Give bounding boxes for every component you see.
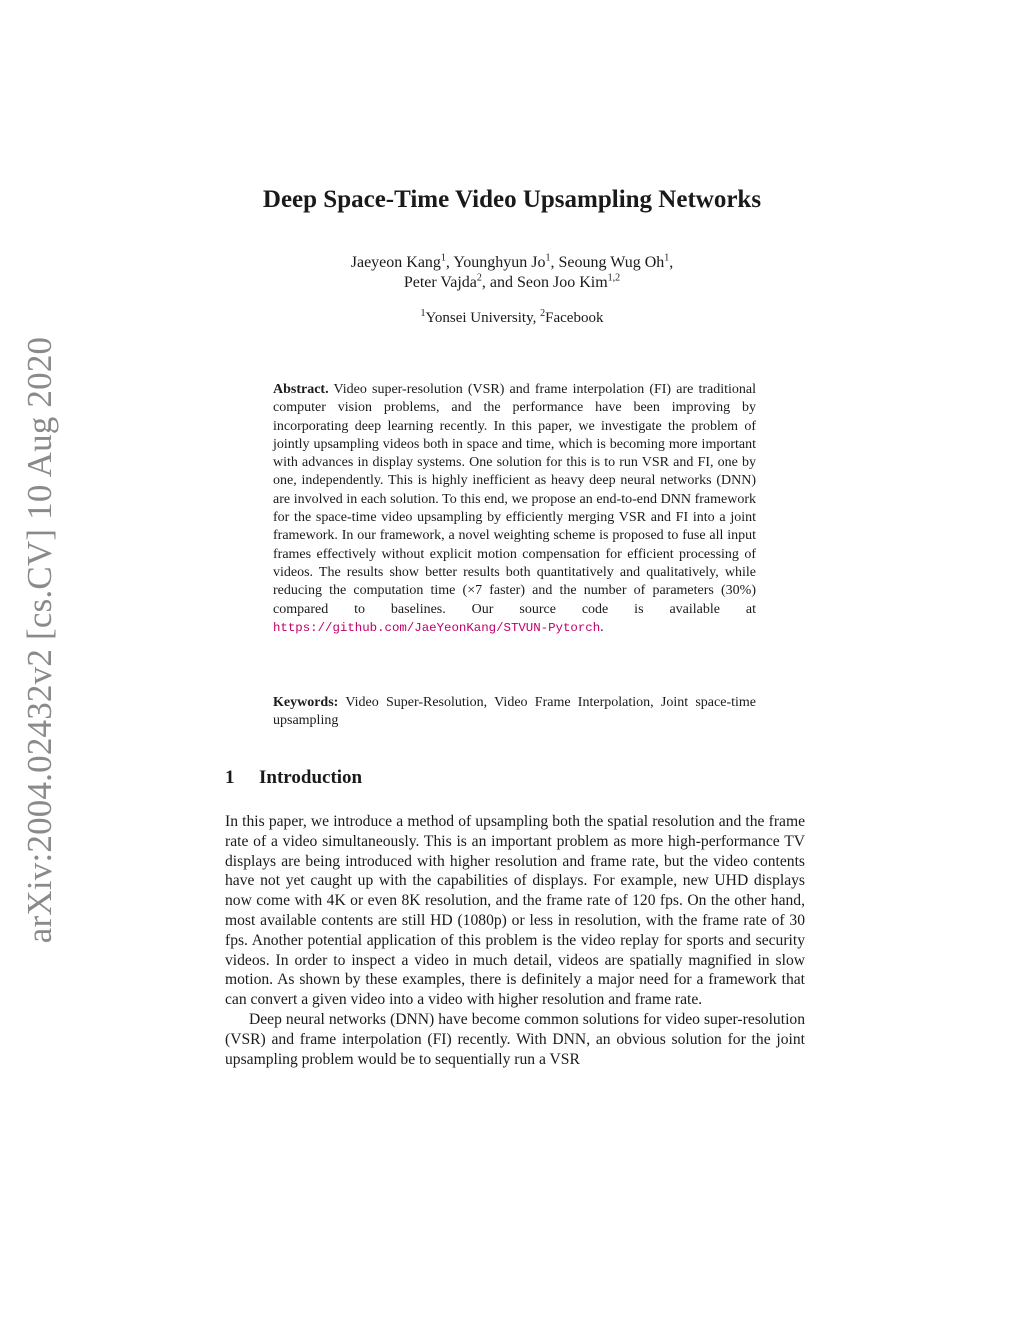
affiliation-marker: 1 xyxy=(545,252,551,264)
abstract-end: . xyxy=(600,619,604,635)
section-title: Introduction xyxy=(259,767,363,788)
author-name: Jaeyeon Kang xyxy=(350,254,441,271)
separator: , and xyxy=(481,274,517,291)
affiliations xyxy=(0,310,1024,327)
abstract xyxy=(273,381,756,637)
affiliation-name: Facebook xyxy=(545,310,604,326)
affiliation-marker: 1 xyxy=(420,308,426,319)
paper-title: Deep Space-Time Video Upsampling Networks xyxy=(262,186,762,213)
author-name: Seoung Wug Oh xyxy=(558,254,665,271)
separator: , xyxy=(669,254,674,271)
separator: , xyxy=(445,254,454,271)
author-name: Seon Joo Kim xyxy=(516,274,608,291)
paragraph: In this paper, we introduce a method of upsampling both the spatial resolution and the frame rate of a video simultaneously. This is an important problem as more high-performance TV displays are being introduced with higher resolution and frame rate, but the video contents have not yet caught up with the capabilities of displays. For example, new UHD displays now come with 4K or even 8K resolution, and the frame rate of 120 fps. On the other hand, most available contents are still HD (1080p) or less in resolution, with the frame rate of 30 fps. Another potential application of this problem is the video replay for sports and security videos. In order to inspect a video in much detail, videos are spatially magnified in slow motion. As shown by these examples, there is definitely a major need for a framework that can convert a given video into a video with higher resolution and frame rate. xyxy=(225,813,805,1009)
paragraph: Deep neural networks (DNN) have become common solutions for video super-resolution (VSR) and frame interpolation (FI) recently. With DNN, an obvious solution for the joint upsampling problem would be to sequentially run a VSR xyxy=(225,1010,805,1068)
section-heading xyxy=(225,767,362,789)
keywords-label: Keywords: xyxy=(273,695,339,710)
introduction-body xyxy=(225,812,805,1069)
affiliation-marker: 1 xyxy=(440,252,446,264)
affiliation-marker: 2 xyxy=(540,308,546,319)
author-name: Younghyun Jo xyxy=(453,254,546,271)
abstract-text: Video super-resolution (VSR) and frame interpolation (FI) are traditional computer vision problems, and the performance have been improving by incorporating deep learning recently. In this paper, we investigate the problem of jointly upsampling videos both in space and time, which is becoming more important with advances in display systems. One solution for this is to run VSR and FI, one by one, independently. This is highly inefficient as heavy deep neural networks (DNN) are involved in each solution. To this end, we propose an end-to-end DNN framework for the space-time video upsampling by efficiently merging VSR and FI into a joint framework. In our framework, a novel weighting scheme is proposed to fuse all input frames effectively without explicit motion compensation for efficient processing of videos. The results show better results both quantitatively and qualitatively, while reducing the computation time (×7 faster) and the number of parameters (30%) compared to baselines. Our source code is available at xyxy=(273,382,756,617)
keywords xyxy=(273,694,756,731)
abstract-label: Abstract. xyxy=(273,382,329,397)
keywords-text: Video Super-Resolution, Video Frame Interpolation, Joint space-time upsampling xyxy=(273,695,756,729)
affiliation-name: Yonsei University, xyxy=(425,310,541,326)
author-list xyxy=(0,253,1024,293)
arxiv-identifier: arXiv:2004.02432v2 [cs.CV] 10 Aug 2020 xyxy=(20,336,59,944)
affiliation-marker: 1 xyxy=(664,252,670,264)
section-number: 1 xyxy=(225,767,235,788)
source-code-link[interactable]: https://github.com/JaeYeonKang/STVUN-Pytorch xyxy=(273,620,601,635)
author-name: Peter Vajda xyxy=(403,274,477,291)
affiliation-marker: 1,2 xyxy=(607,272,621,284)
affiliation-marker: 2 xyxy=(476,272,482,284)
separator: , xyxy=(550,254,559,271)
